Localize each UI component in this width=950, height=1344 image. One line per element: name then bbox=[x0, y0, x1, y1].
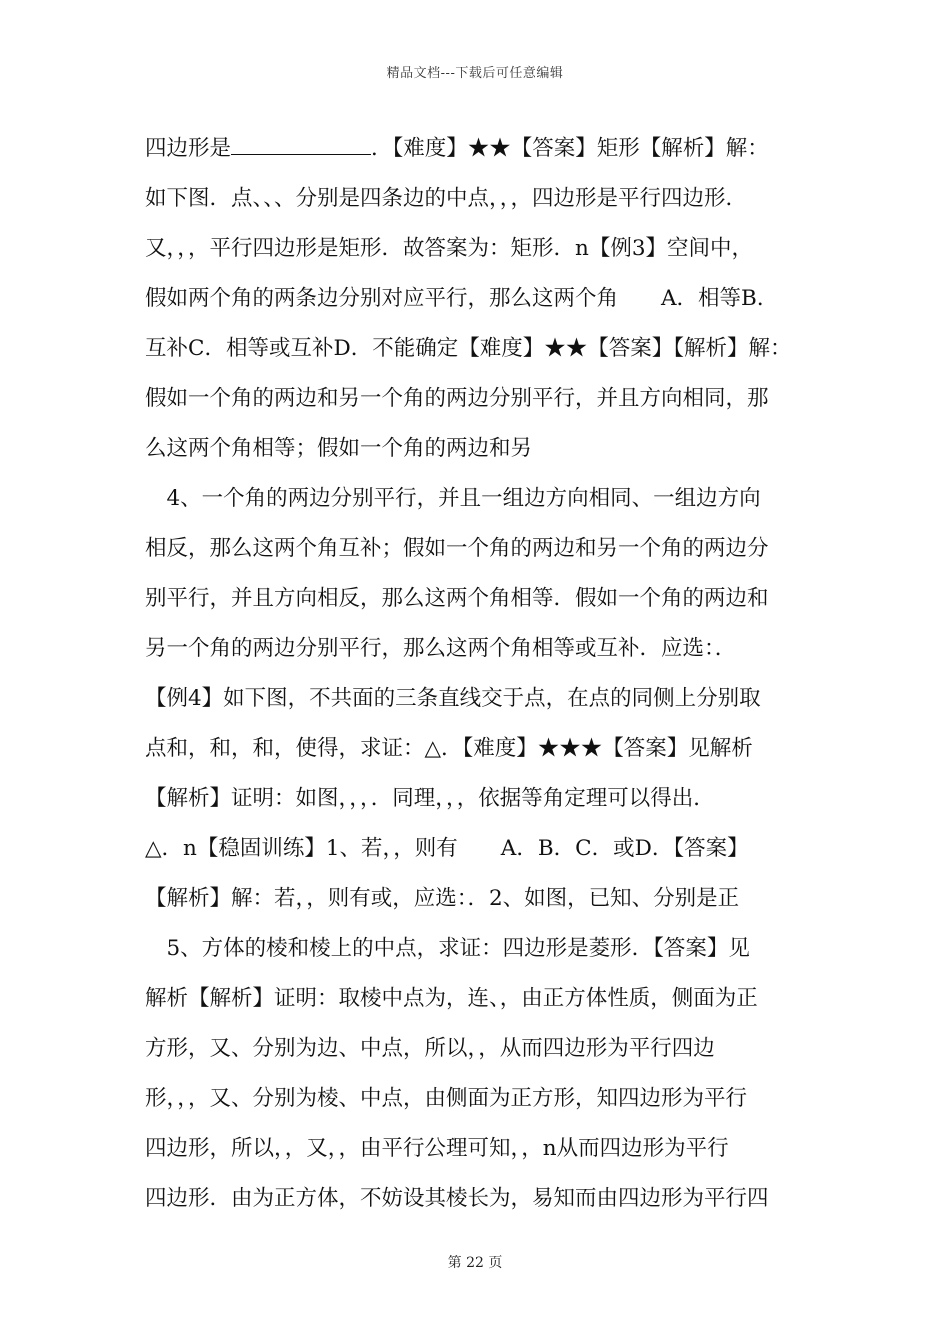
page-number: 第 22 页 bbox=[447, 1255, 503, 1271]
text-line: 【例4】如下图，不共面的三条直线交于点，在点的同侧上分别取 bbox=[145, 686, 761, 711]
text-line: 解析【解析】证明：取棱中点为，连、，由正方体性质，侧面为正 bbox=[145, 986, 758, 1011]
text-line: 四边形．由为正方体，不妨设其棱长为，易知而由四边形为平行四 bbox=[145, 1186, 769, 1211]
document-body bbox=[145, 124, 810, 1224]
text-line: 又，，，平行四边形是矩形．故答案为：矩形．n【例3】空间中， bbox=[145, 236, 754, 261]
text-line: 相反，那么这两个角互补；假如一个角的两边和另一个角的两边分 bbox=[145, 536, 769, 561]
fill-in-blank bbox=[231, 136, 371, 155]
text-line: 别平行，并且方向相反，那么这两个角相等．假如一个角的两边和 bbox=[145, 586, 769, 611]
text-line: 互补C．相等或互补D．不能确定【难度】★★【答案】【解析】解： bbox=[145, 336, 792, 361]
text-fragment: ．【难度】★★【答案】矩形【解析】解： bbox=[371, 136, 769, 161]
text-line: 四边形，所以，，又，，由平行公理可知，，n从而四边形为平行 bbox=[145, 1136, 729, 1161]
text-line: 【解析】证明：如图，，，．同理，，，依据等角定理可以得出． bbox=[145, 786, 715, 811]
text-line: 4、一个角的两边分别平行，并且一组边方向相同、一组边方向 bbox=[145, 486, 761, 511]
text-line: 【解析】解：若，，则有或，应选：．2、如图，已知、分别是正 bbox=[145, 886, 740, 911]
text-line: 点和，和，和，使得，求证：△．【难度】★★★【答案】见解析 bbox=[145, 736, 753, 761]
page-header: 精品文档---下载后可任意编辑 bbox=[386, 66, 564, 81]
text-fragment: 四边形是 bbox=[145, 136, 232, 161]
text-line: 如下图．点、、、分别是四条边的中点，，，四边形是平行四边形． bbox=[145, 186, 748, 211]
text-line bbox=[145, 124, 810, 174]
text-line: 假如一个角的两边和另一个角的两边分别平行，并且方向相同，那 bbox=[145, 386, 769, 411]
text-line: 假如两个角的两条边分别对应平行，那么这两个角 A．相等B． bbox=[145, 286, 779, 311]
text-line: 5、方体的棱和棱上的中点，求证：四边形是菱形．【答案】见 bbox=[145, 936, 750, 961]
text-line: 形，，，又、分别为棱、中点，由侧面为正方形，知四边形为平行 bbox=[145, 1086, 748, 1111]
text-line: 方形，又、分别为边、中点，所以，，从而四边形为平行四边 bbox=[145, 1036, 715, 1061]
text-line: 么这两个角相等；假如一个角的两边和另 bbox=[145, 436, 533, 461]
text-line: 另一个角的两边分别平行，那么这两个角相等或互补．应选：． bbox=[145, 636, 737, 661]
text-line: △．n【稳固训练】1、若，，则有 A．B．C．或D．【答案】 bbox=[145, 836, 749, 861]
